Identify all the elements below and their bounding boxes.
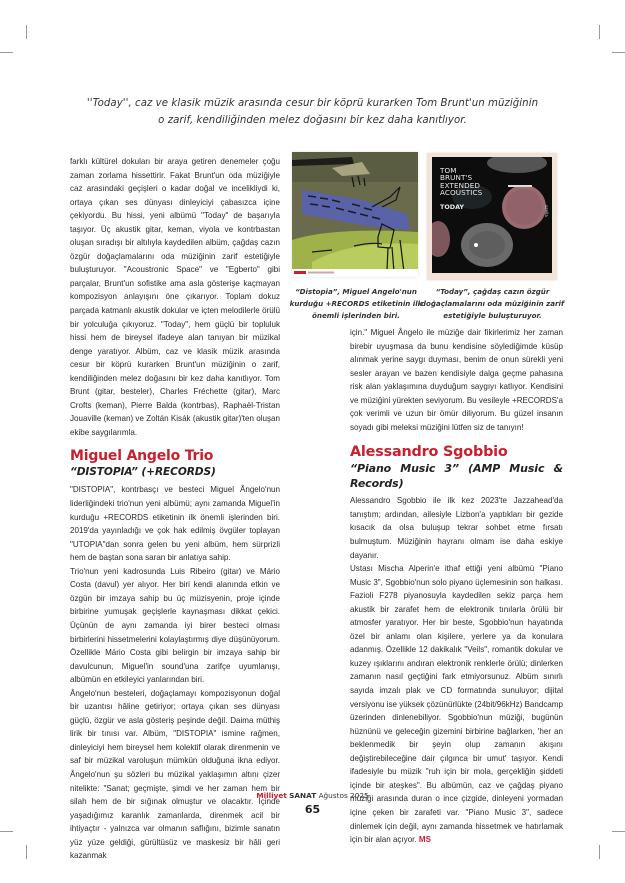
cover-title-text: TOM BRUNT'S EXTENDED ACOUSTICS bbox=[440, 166, 483, 198]
pull-quote-line-2: o zarif, kendiliğinden melez doğasını bir kez daha kanıtlıyor. bbox=[158, 115, 467, 126]
section1-paragraph-1: "DISTOPIA", kontrbasçı ve besteci Miguel Ângelo'nun liderliğindeki trio'nun yeni albümü; aynı zamanda Miguel'in kurduğu +RECORDS etiketinin ilk önemli işlerinden biri. 2019'da yayınladığı ve çok hak edilmiş övgüler toplayan "UTOPIA"dan sonra gelen bu yeni albüm, hem sürprizli hem de baştan sona saran bir anlatıya sahip. bbox=[70, 485, 280, 563]
today-album-cover bbox=[427, 153, 557, 280]
intro-paragraph: farklı kültürel dokuları bir araya getiren denemeler çoğu zaman zorlama hissettirir. Fakat Brunt'un oda müziğiyle caz arasındaki geçişleri o kadar doğal ve incelikliydi ki, ortaya çıkan ses dünyası dinleyiciyi çabasızca içine çekiyordu. Bu hissi, yeni albümü "Today" de başarıyla taşıyor. Üç akustik gitar, keman, viyola ve kontrbastan oluşan sıradışı bir altılıyla kaydedilen albüm, çağdaş cazın özgür doğaçlamalarını oda müziğinin zarif estetiğiyle buluşturuyor. "Acoustronic Space" ve "Egberto" gibi parçalar, Brunt'un sofistike ama asla gösterişe kaçmayan kompozisyon anlayışını öne çıkarıyor. Toplam dokuz parçada katmanlı akustik dokular ve içten melodilerle örülü bir yolculuğa çıkıyoruz. "Today", hem güçlü bir topluluk hissi hem de bireysel ifadeye alan tanıyan bir müzikal denge yaratıyor. Albüm, caz ve klasik müzik arasında cesur bir köprü kurarken Brunt'un müziğinin o zarif, kendiliğinden melez doğasını bir kez daha kanıtlıyor. Tom Brunt (gitar, besteler), Charles Fréchette (gitar), Marc Crofts (keman), Pierre Balda (kontrbas), Raphaël-Tristan Jouaville (keman) ve Zoltán Kisák (akustik gitar)'ten oluşan ekibe saygılarımla. bbox=[70, 157, 280, 437]
section1-continuation: için." Miguel Ângelo ile müziğe dair fikirlerimiz her zaman birebir uyuşmasa da bunu kendisine söylediğimde küsüp alınmak yerine saygı duyması, benim de onun sürekli yeni sesler arayan ve bazen kendisiyle dalga geçme pahasına risk alan yaklaşımına duyduğum saygıyı katlıyor. Kendisini ve müziğini yürekten seviyorum. Bu vesileyle +RECORDS'a çok verimli ve uzun bir ömür diliyorum. Bu güzel insanın soyadı gibi meleksi müziğini lütfen siz de tanıyın! bbox=[350, 328, 563, 432]
section-title-miguel-angelo-trio: Miguel Angelo Trio bbox=[70, 448, 214, 465]
distopia-caption: “Distopia”, Miguel Angelo'nun kurduğu +RECORDS etiketinin ilk önemli işlerinden biri. bbox=[289, 287, 423, 320]
crop-mark-top-left-v bbox=[26, 25, 27, 39]
today-cover-art bbox=[432, 157, 552, 273]
crop-mark-top-right-v bbox=[599, 25, 600, 39]
today-caption: “Today”, çağdaş cazın özgür doğaçlamalarını oda müziğinin zarif estetiğiyle buluşturuyor. bbox=[420, 287, 565, 320]
cover-album-name: TODAY bbox=[440, 203, 465, 211]
footer-publication bbox=[0, 791, 625, 800]
section1-paragraph-2: Trio'nun yeni kadrosunda Luis Ribeiro (gitar) ve Mário Costa (davul) yer alıyor. Her biri kendi alanında etkin ve özgün bir imzaya sahip bu üç müzisyenin, proje içinde birbirine yumuşak geçişlerle kaynaşması dikkat çekici. Üçünün de aynı zamanda iyi birer besteci olması birbirlerini hissetmelerini kolaylaştırmış diye düşünüyorum. Özellikle Mário Costa gibi belirgin bir imzaya sahip bir davulcunun, Miguel'in sound'una zarifçe uyumlanışı, albümün en etkileyici yanlarından biri. bbox=[70, 566, 280, 685]
crop-mark-top-right-h bbox=[612, 52, 625, 53]
left-column bbox=[70, 155, 280, 863]
crop-mark-top-left-h bbox=[0, 52, 13, 53]
crop-mark-bottom-right-h bbox=[612, 831, 625, 832]
section1-paragraph-3: Ângelo'nun besteleri, doğaçlamayı kompozisyonun doğal bir uzantısı hâline getiriyor; ortaya çıkan ses dünyası güçlü, özgür ve asla gösteriş peşinde değil. Daima müthiş lirik bir tınısı var. Albüm, "DISTOPIA" ismine rağmen, dinleyiciyi hem bireysel hem kolektif olarak direnmenin ve saf bir müzikal varoluşun mümkün olduğuna ikna ediyor. Ângelo'nun şu sözleri bu müzikal yaklaşımın altını çizer nitelikte: "Sanat; geçmişte, şimdi ve her zaman hem bir silah hem de bir sığınak olmuştur ve olacaktır. İçinde yaşadığımız karanlık zamanlarda, direnmek acil bir ihtiyaçtır - yalnızca var olmanın saflığını, bizimle sanatın yüz yüze geldiği, gürültüsüz ve maskesiz bir hâli geri kazanmak bbox=[70, 688, 280, 861]
page-number: 65 bbox=[304, 803, 321, 816]
crop-mark-bottom-left-v bbox=[26, 845, 27, 859]
section-subtitle-distopia: “DISTOPIA” (+RECORDS) bbox=[70, 466, 216, 479]
crop-mark-bottom-left-h bbox=[0, 831, 13, 832]
section-subtitle-piano-music-3: “Piano Music 3” (AMP Music & Records) bbox=[350, 462, 563, 491]
brand-sanat: SANAT bbox=[289, 791, 317, 800]
author-signature: MS bbox=[418, 835, 431, 845]
pull-quote-line-1: ''Today'', caz ve klasik müzik arasında cesur bir köprü kurarken Tom Brunt'un müziğinin bbox=[86, 98, 539, 109]
issue-date: Ağustos 2025 bbox=[318, 791, 369, 800]
brand-milliyet: Milliyet bbox=[256, 791, 287, 800]
pull-quote bbox=[60, 95, 565, 129]
distopia-artwork-icon bbox=[292, 152, 418, 277]
section2-paragraph-1: Alessandro Sgobbio ile ilk kez 2023'te Jazzahead'da tanıştım; ardından, ailesiyle Lizbon'a yaptıkları bir gezide kısacık da olsa buluşup tekrar sohbet etme fırsatı bulmuştum. Müziğinin hayranı olmam ise daha eskiye dayanır. bbox=[350, 496, 563, 560]
distopia-album-cover bbox=[292, 152, 418, 277]
right-column bbox=[350, 326, 563, 847]
crop-mark-bottom-right-v bbox=[599, 845, 600, 859]
section-title-alessandro-sgobbio: Alessandro Sgobbio bbox=[350, 444, 508, 461]
cover-label-text: ozella bbox=[544, 205, 549, 217]
section2-paragraph-2: Ustası Mischa Alperin'e ithaf ettiği yeni albümü "Piano Music 3", Sgobbio'nun solo piyano üçlemesinin son halkası. Fazioli F278 piyanosuyla kaydedilen sekiz parça hem akustik bir zarafet hem de elektronik tınılarla örülü bir atmosfer yaratıyor. Her bir beste, Sgobbio'nun hayatında özel bir anlamı olan kişilere, yerlere ya da konulara adanmış. Özellikle 12 dakikalık "Veils", romantik dokular ve kuzey ışıklarını andıran elektronik renklerle örülü; dinlerken zamanın nasıl geçtiğini fark etmiyorsunuz. Albüm sınırlı sayıda imzalı plak ve CD formatında sunuluyor; dijital versiyonu ise yüksek çözünürlükte (24bit/96kHz) Bandcamp üzerinden dinlenebiliyor. Sgobbio'nun müziği, bugünün hüznünü ve geleceğin gizemini birbirine bağlarken, 'her an beklenmedik bir şeyin olup zamanın akışını değiştirebileceğine dair çılgınca bir umut' taşıyor. Kendi ifadesiyle bu müzik "ruh için bir mola, gerçekliğin şiddeti içinde bir ateşkes". Bu albümün, caz ve çağdaş piyano müziği arasında duran o ince çizgide, dinleyeni yormadan içine çeken bir zarafeti var. "Piano Music 3", sadece dinlemek için değil, aynı zamanda hissetmek ve hatırlamak için bir alan açıyor. MS bbox=[350, 564, 563, 845]
